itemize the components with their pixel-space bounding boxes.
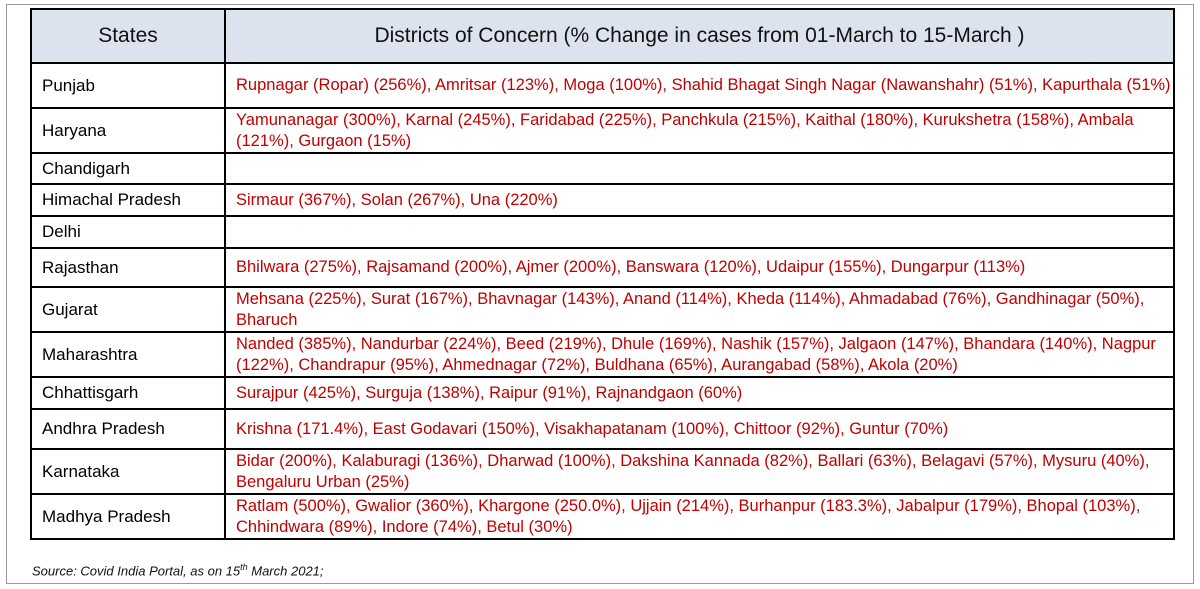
source-note xyxy=(32,562,324,578)
district-list: Mehsana (225%), Surat (167%), Bhavnagar (143%), Anand (114%), Kheda (114%), Ahmadabad (76%), Gandhinagar (50%), Bharuch xyxy=(225,287,1174,332)
district-list: Rupnagar (Ropar) (256%), Amritsar (123%), Moga (100%), Shahid Bhagat Singh Nagar (Nawanshahr) (51%), Kapurthala (51%) xyxy=(225,63,1174,108)
district-list: Krishna (171.4%), East Godavari (150%), Visakhapatanam (100%), Chittoor (92%), Guntur (70%) xyxy=(225,409,1174,449)
state-name: Punjab xyxy=(31,63,225,108)
districts-of-concern-table xyxy=(30,8,1175,540)
state-name: Andhra Pradesh xyxy=(31,409,225,449)
table-header-row xyxy=(31,9,1174,63)
table-row xyxy=(31,287,1174,332)
state-name: Rajasthan xyxy=(31,248,225,287)
district-list: Bhilwara (275%), Rajsamand (200%), Ajmer (200%), Banswara (120%), Udaipur (155%), Dungarpur (113%) xyxy=(225,248,1174,287)
state-name: Chandigarh xyxy=(31,153,225,184)
district-list: Bidar (200%), Kalaburagi (136%), Dharwad (100%), Dakshina Kannada (82%), Ballari (63%), Belagavi (57%), Mysuru (40%), Bengaluru Urban (25%) xyxy=(225,449,1174,494)
source-prefix: Source: Covid India Portal, as on 15 xyxy=(32,563,241,579)
state-name: Delhi xyxy=(31,216,225,248)
state-name: Madhya Pradesh xyxy=(31,494,225,539)
state-name: Haryana xyxy=(31,108,225,153)
table-row xyxy=(31,332,1174,377)
table-row xyxy=(31,248,1174,287)
source-superscript: th xyxy=(240,562,248,572)
source-suffix: March 2021; xyxy=(247,563,324,579)
state-name: Gujarat xyxy=(31,287,225,332)
district-list: Surajpur (425%), Surguja (138%), Raipur (91%), Rajnandgaon (60%) xyxy=(225,377,1174,409)
district-list: Ratlam (500%), Gwalior (360%), Khargone (250.0%), Ujjain (214%), Burhanpur (183.3%), Jabalpur (179%), Bhopal (103%), Chhindwara (89%), Indore (74%), Betul (30%) xyxy=(225,494,1174,539)
table-row xyxy=(31,184,1174,216)
district-list: Sirmaur (367%), Solan (267%), Una (220%) xyxy=(225,184,1174,216)
table-row xyxy=(31,494,1174,539)
table-row xyxy=(31,216,1174,248)
districts-column-header: Districts of Concern (% Change in cases from 01-March to 15-March ) xyxy=(225,9,1174,63)
table-row xyxy=(31,409,1174,449)
district-list: Yamunanagar (300%), Karnal (245%), Faridabad (225%), Panchkula (215%), Kaithal (180%), Kurukshetra (158%), Ambala (121%), Gurgaon (15%) xyxy=(225,108,1174,153)
state-name: Karnataka xyxy=(31,449,225,494)
state-name: Chhattisgarh xyxy=(31,377,225,409)
table-row xyxy=(31,449,1174,494)
district-list xyxy=(225,216,1174,248)
table-row xyxy=(31,377,1174,409)
table-row xyxy=(31,63,1174,108)
district-list xyxy=(225,153,1174,184)
state-name: Maharashtra xyxy=(31,332,225,377)
table-row xyxy=(31,153,1174,184)
district-list: Nanded (385%), Nandurbar (224%), Beed (219%), Dhule (169%), Nashik (157%), Jalgaon (147%), Bhandara (140%), Nagpur (122%), Chandrapur (95%), Ahmednagar (72%), Buldhana (65%), Aurangabad (58%), Akola (20%) xyxy=(225,332,1174,377)
state-name: Himachal Pradesh xyxy=(31,184,225,216)
table-row xyxy=(31,108,1174,153)
states-column-header: States xyxy=(31,9,225,63)
